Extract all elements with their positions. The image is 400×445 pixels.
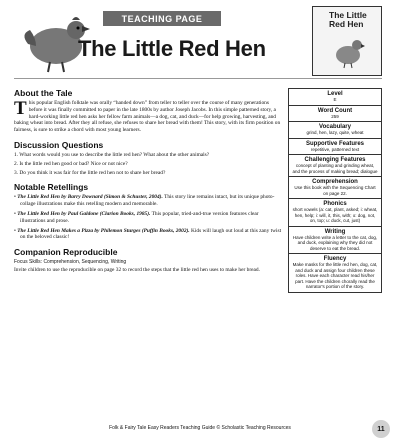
sidebar-box-fluency: Fluency Make masks for the little red hen, dog, cat, and duck and assign four children these roles. Have each character read his/her part. Have the children chorally read the narrator's portion of the story. <box>292 256 378 289</box>
book-cover-thumbnail <box>312 6 382 76</box>
drop-cap: T <box>14 98 27 119</box>
list-item: 2. Is the little red hen good or bad? Nice or not nice? <box>14 160 128 167</box>
book-title-line2: Red Hen <box>329 19 364 29</box>
companion-body: Invite children to use the reproducible on page 32 to record the steps that the little red hen uses to make her bread. <box>14 267 260 274</box>
page-header <box>0 0 400 82</box>
focus-skills: Focus Skills: Comprehension, Sequencing, Writing <box>14 259 127 266</box>
sidebar-info <box>288 88 382 293</box>
sidebar-box-comprehension: Comprehension Use this book with the Sequencing Chart on page 22. <box>289 177 381 199</box>
companion-section <box>14 247 284 274</box>
discussion-heading: Discussion Questions <box>14 139 104 150</box>
page-footer: Folk & Fairy Tale Easy Readers Teaching Guide © Scholastic Teaching Resources <box>109 425 291 431</box>
list-item: 3. Do you think it was fair for the little red hen not to share her bread? <box>14 169 166 176</box>
discussion-list <box>14 152 284 176</box>
teaching-page-ribbon: TEACHING PAGE <box>103 11 221 26</box>
book-cover-hen-icon <box>331 33 365 69</box>
sidebar-box-phonics: Phonics short vowels (a: cat, plant, asked; i: wheat, hen, help; i: will, it, this, with; o: dog, not, on, top; u: duck, cut, just) <box>289 199 381 227</box>
sidebar-box-vocabulary: Vocabulary grind, hen, lazy, quite, wheat <box>289 122 381 139</box>
about-section <box>14 88 284 134</box>
retellings-heading: Notable Retellings <box>14 182 89 193</box>
list-item: • The Little Red Hen by Barry Downard (Simon & Schuster, 2004). This story line remains intact, but its unique photo-collage illustrations make this retelling modern and memorable. <box>14 194 275 208</box>
companion-heading: Companion Reproducible <box>14 247 118 258</box>
retellings-section <box>14 182 284 241</box>
book-title-line1: The Little <box>329 10 367 20</box>
about-body: This popular English folktale was orally “handed down” from teller to teller over the course of many generations before it was finally committed to paper in the late 1800s by author Joseph Jacobs. In this simple patterned story, a hard-working little red hen asks her fellow farm animals—a dog, cat, and duck—for help growing, harvesting, and baking wheat into bread. After they all refuse, she refuses to share her bread with them! This story, with its firm position on fairness, is sure to strike a chord with most young learners. <box>14 98 281 134</box>
discussion-section <box>14 140 284 176</box>
page-title: The Little Red Hen <box>78 36 266 61</box>
list-item: 1. What words would you use to describe the little red hen? What about the other animals? <box>14 151 210 158</box>
sidebar-box-supportive: Supportive Features repetitive, patterned text <box>289 139 381 156</box>
retellings-list <box>14 194 284 241</box>
sidebar-box-challenging: Challenging Features concept of planting and grinding wheat, and the process of making bread; dialogue <box>289 155 381 177</box>
list-item: • The Little Red Hen Makes a Pizza by Philemon Sturges (Puffin Books, 2002). Kids will laugh out loud at this zany twist on the beloved classic! <box>14 227 282 241</box>
list-item: • The Little Red Hen by Paul Galdone (Clarion Books, 1985). This popular, tried-and-true version features clear illustrations and prose. <box>14 210 259 224</box>
sidebar-box-writing: Writing Have children write a letter to the cat, dog, and duck, explaining why they did not deserve to eat the bread. <box>289 227 381 255</box>
sidebar-box-level: Level E <box>289 89 381 106</box>
header-divider <box>14 78 382 79</box>
sidebar-box-word-count: Word Count 259 <box>289 106 381 123</box>
page-number: 11 <box>372 420 390 438</box>
main-column <box>14 88 284 280</box>
about-heading: About the Tale <box>14 88 73 98</box>
